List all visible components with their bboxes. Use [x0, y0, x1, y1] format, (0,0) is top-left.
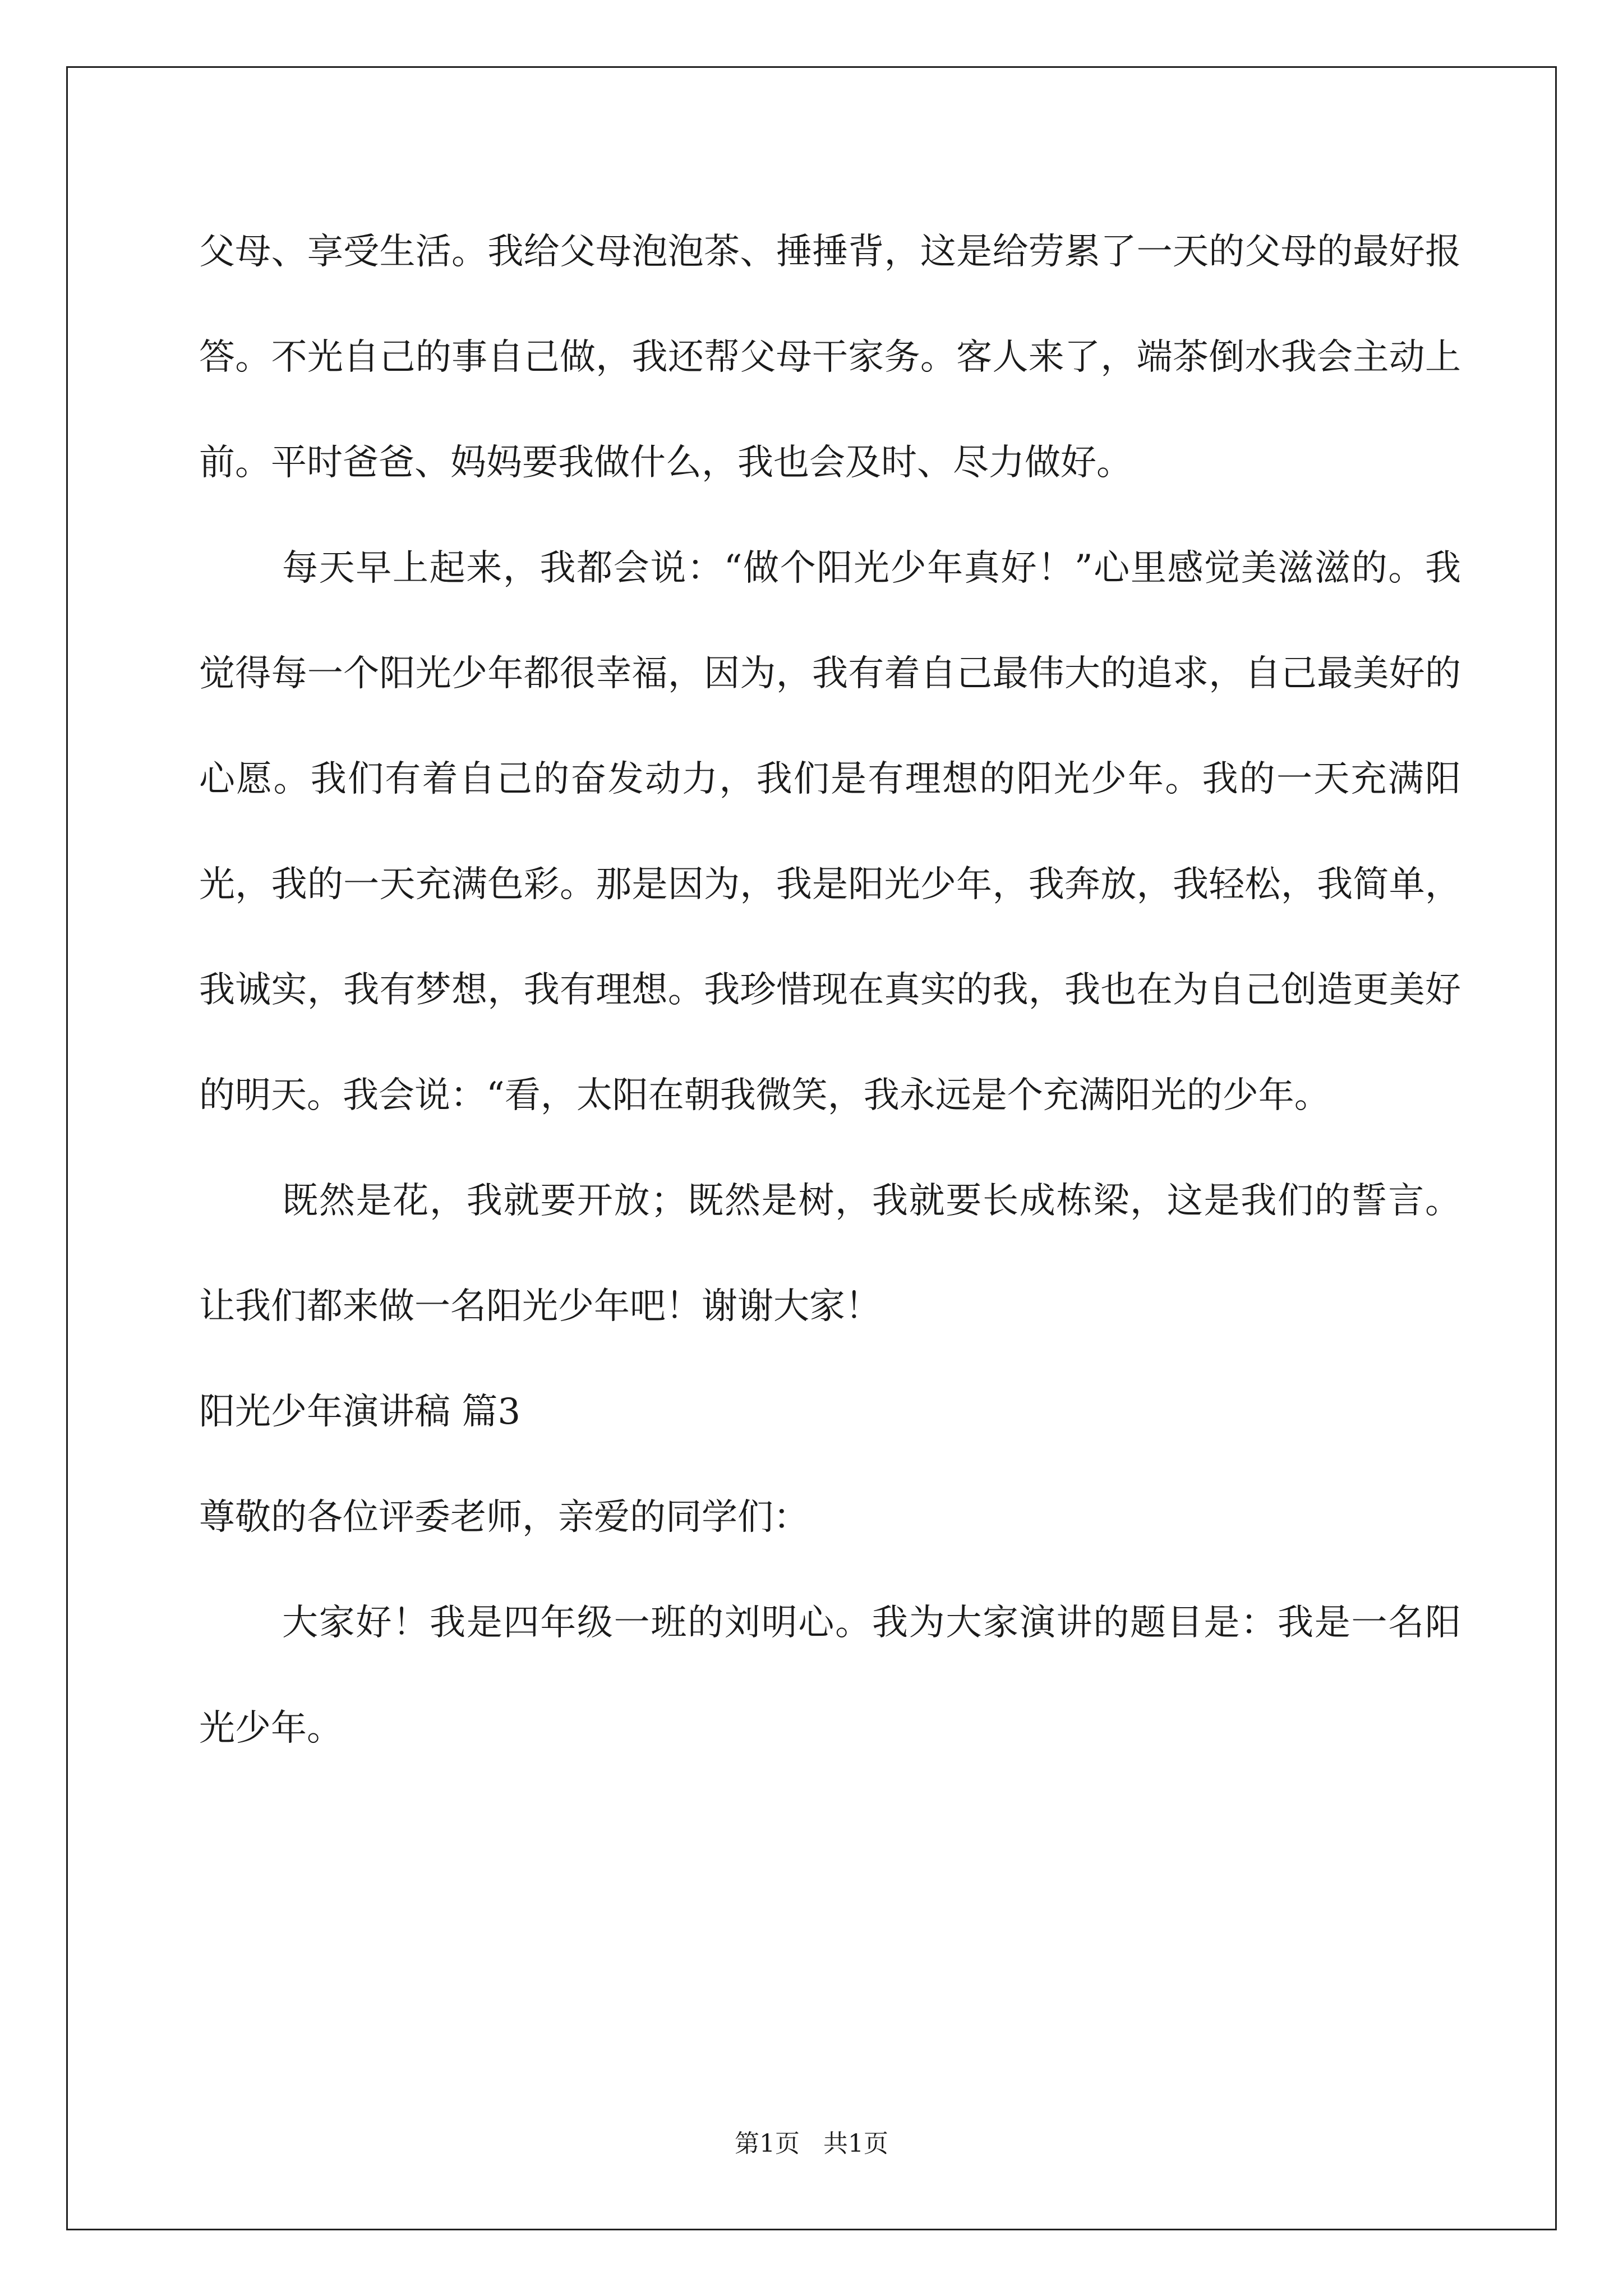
document-body: [199, 199, 1461, 1781]
paragraph-1: 父母、享受生活。我给父母泡泡茶、捶捶背，这是给劳累了一天的父母的最好报答。不光自己的事自己做，我还帮父母干家务。客人来了，端茶倒水我会主动上前。平时爸爸、妈妈要我做什么，我也会及时、尽力做好。: [199, 231, 1461, 484]
paragraph-4: 大家好！我是四年级一班的刘明心。我为大家演讲的题目是：我是一名阳光少年。: [199, 1602, 1461, 1749]
section-heading: 阳光少年演讲稿 篇3: [199, 1391, 521, 1433]
paragraph-3: 既然是花，我就要开放；既然是树，我就要长成栋梁，这是我们的誓言。让我们都来做一名阳光少年吧！谢谢大家！: [199, 1180, 1461, 1327]
paragraph-2: 每天早上起来，我都会说：“做个阳光少年真好！”心里感觉美滋滋的。我觉得每一个阳光少年都很幸福，因为，我有着自己最伟大的追求，自己最美好的心愿。我们有着自己的奋发动力，我们是有理想的阳光少年。我的一天充满阳光，我的一天充满色彩。那是因为，我是阳光少年，我奔放，我轻松，我简单，我诚实，我有梦想，我有理想。我珍惜现在真实的我，我也在为自己创造更美好的明天。我会说：“看，太阳在朝我微笑，我永远是个充满阳光的少年。: [199, 547, 1461, 1116]
salutation: 尊敬的各位评委老师，亲爱的同学们：: [199, 1497, 809, 1538]
page-footer: 第1页 共1页: [735, 2129, 888, 2158]
